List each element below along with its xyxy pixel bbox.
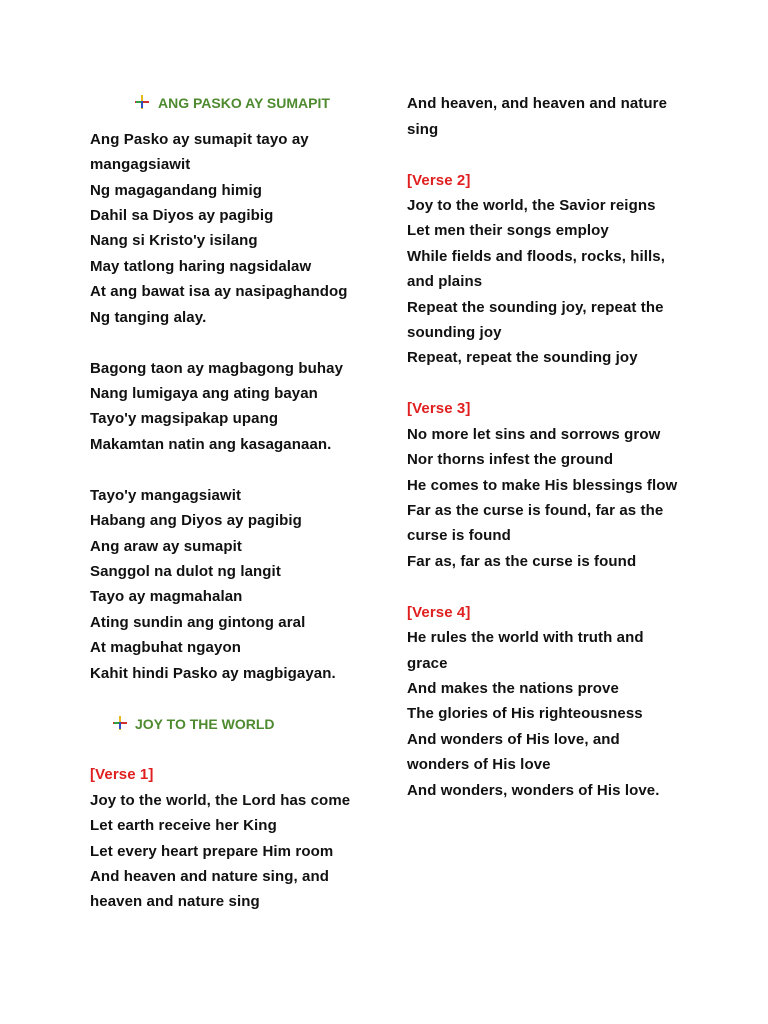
compass-star-icon [134, 94, 150, 110]
lyric-line: Tayo ay magmahalan [90, 588, 243, 605]
lyric-line: While fields and floods, rocks, hills, [407, 248, 666, 265]
lyric-line: Ating sundin ang gintong aral [90, 614, 306, 631]
verse-label: [Verse 4] [407, 604, 471, 621]
lyric-line: grace [407, 655, 448, 672]
lyric-line: Bagong taon ay magbagong buhay [90, 360, 344, 377]
lyric-line: Far as, far as the curse is found [407, 553, 637, 570]
lyric-line: Joy to the world, the Savior reigns [407, 197, 656, 214]
lyric-line: Let every heart prepare Him room [90, 843, 334, 860]
lyric-line: May tatlong haring nagsidalaw [90, 258, 312, 275]
lyric-line: Nor thorns infest the ground [407, 451, 614, 468]
lyric-line: Let men their songs employ [407, 222, 609, 239]
lyric-line: Makamtan natin ang kasaganaan. [90, 436, 332, 453]
lyric-line: Ng magagandang himig [90, 182, 263, 199]
lyric-line: At magbuhat ngayon [90, 639, 241, 656]
lyric-line: Dahil sa Diyos ay pagibig [90, 207, 274, 224]
verse-label: [Verse 3] [407, 400, 471, 417]
lyric-line: heaven and nature sing [90, 893, 260, 910]
compass-star-icon [112, 715, 128, 731]
verse-label: [Verse 1] [90, 766, 154, 783]
lyric-line: No more let sins and sorrows grow [407, 426, 661, 443]
lyric-line: Tayo'y mangagsiawit [90, 487, 242, 504]
lyric-line: Tayo'y magsipakap upang [90, 410, 279, 427]
lyric-line: Kahit hindi Pasko ay magbigayan. [90, 665, 336, 682]
lyric-line: Sanggol na dulot ng langit [90, 563, 281, 580]
lyric-line: Repeat, repeat the sounding joy [407, 349, 638, 366]
lyric-line: Far as the curse is found, far as the [407, 502, 664, 519]
lyric-line: And wonders, wonders of His love. [407, 782, 660, 799]
lyric-line: And heaven, and heaven and nature [407, 95, 668, 112]
lyric-line: Ang Pasko ay sumapit tayo ay [90, 131, 309, 148]
lyric-line: He comes to make His blessings flow [407, 477, 678, 494]
lyric-line: Ang araw ay sumapit [90, 538, 242, 555]
lyric-line: Habang ang Diyos ay pagibig [90, 512, 302, 529]
lyric-line: and plains [407, 273, 483, 290]
lyric-line: Joy to the world, the Lord has come [90, 792, 351, 809]
lyric-line: Nang si Kristo'y isilang [90, 232, 258, 249]
lyric-line: Let earth receive her King [90, 817, 277, 834]
lyric-line: And makes the nations prove [407, 680, 619, 697]
verse-label: [Verse 2] [407, 172, 471, 189]
lyric-line: curse is found [407, 527, 511, 544]
song-title: JOY TO THE WORLD [135, 716, 275, 732]
lyric-line: mangagsiawit [90, 156, 191, 173]
lyric-line: Nang lumigaya ang ating bayan [90, 385, 318, 402]
lyric-line: Ng tanging alay. [90, 309, 207, 326]
lyric-line: sing [407, 121, 439, 138]
lyric-line: wonders of His love [407, 756, 551, 773]
lyric-line: At ang bawat isa ay nasipaghandog [90, 283, 348, 300]
song-title: ANG PASKO AY SUMAPIT [158, 95, 330, 111]
lyric-line: He rules the world with truth and [407, 629, 644, 646]
lyric-line: Repeat the sounding joy, repeat the [407, 299, 664, 316]
lyric-line: The glories of His righteousness [407, 705, 643, 722]
lyric-line: sounding joy [407, 324, 502, 341]
lyric-line: And heaven and nature sing, and [90, 868, 329, 885]
lyric-line: And wonders of His love, and [407, 731, 620, 748]
